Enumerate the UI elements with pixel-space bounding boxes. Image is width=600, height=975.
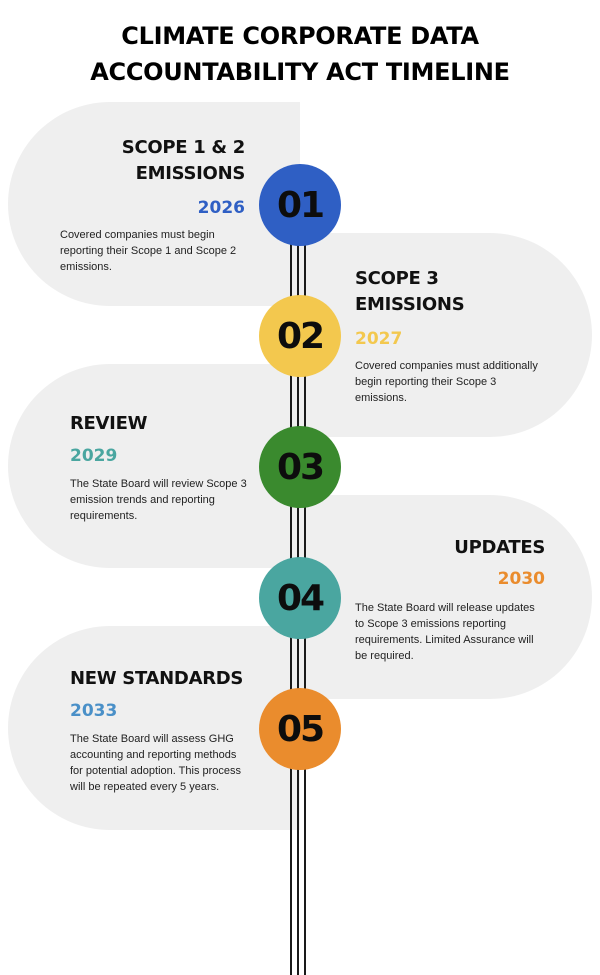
step-4-year: 2030 (497, 569, 545, 589)
page-title (0, 18, 600, 90)
step-3-description: The State Board will review Scope 3 emission trends and reporting requirements. (70, 478, 247, 522)
step-4-band (300, 495, 592, 699)
step-2-heading: SCOPE 3 EMISSIONS (355, 268, 465, 315)
step-1-year: 2026 (197, 198, 245, 218)
step-3-number-badge: 03 (259, 426, 341, 508)
step-1-number-badge: 01 (259, 164, 341, 246)
step-5-year: 2033 (70, 701, 118, 721)
step-5-number-badge: 05 (259, 688, 341, 770)
step-5-band (8, 626, 300, 830)
step-5-heading: NEW STANDARDS (70, 668, 244, 689)
step-4-heading: UPDATES (454, 537, 545, 558)
step-1-description: Covered companies must begin reporting their Scope 1 and Scope 2 emissions. (60, 229, 237, 273)
step-2-description: Covered companies must additionally begin reporting their Scope 3 emissions. (355, 360, 538, 404)
step-3-year: 2029 (70, 446, 118, 466)
step-2-year: 2027 (355, 329, 403, 349)
step-1-heading: SCOPE 1 & 2 EMISSIONS (121, 137, 245, 184)
title-line-1: CLIMATE CORPORATE DATA (121, 22, 479, 50)
step-4-number-badge: 04 (259, 557, 341, 639)
step-4-description: The State Board will release updates to Scope 3 emissions reporting requirements. Limited Assurance will be required. (355, 602, 535, 662)
step-5-description: The State Board will assess GHG accounting and reporting methods for potential adoption. This process will be repeated every 5 years. (70, 733, 242, 793)
title-line-2: ACCOUNTABILITY ACT TIMELINE (90, 58, 510, 86)
step-2-number-badge: 02 (259, 295, 341, 377)
step-3-heading: REVIEW (70, 413, 148, 434)
